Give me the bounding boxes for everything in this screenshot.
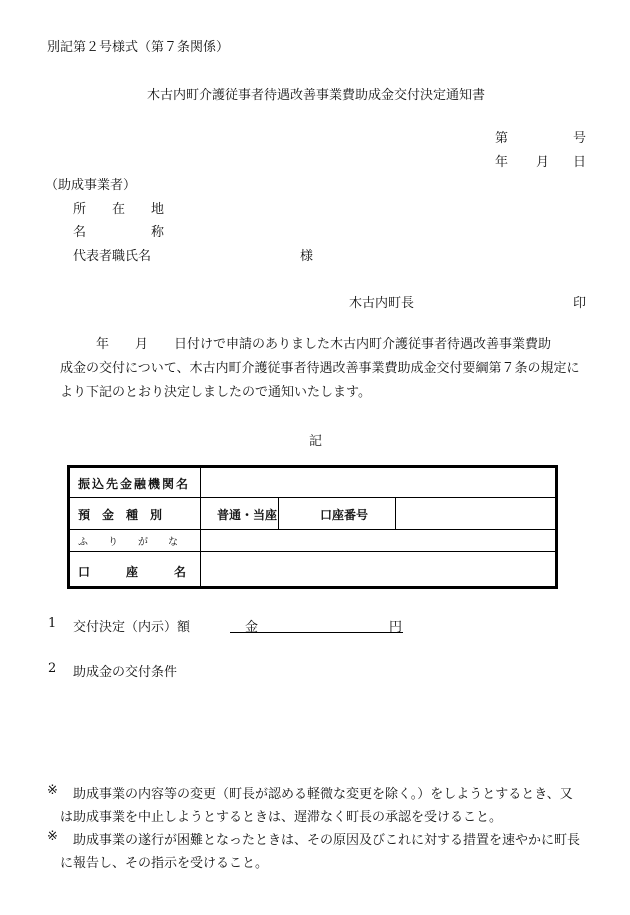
body-line-2: 成金の交付について、木古内町介護従事者待遇改善事業費助成金交付要綱第７条の規定に	[60, 361, 580, 376]
table-divider-type	[278, 498, 279, 529]
issuer-name: 木古内町長	[349, 296, 415, 311]
amount-underline	[230, 632, 403, 633]
ki-heading: 記	[309, 434, 323, 449]
furigana-label: ふ り が な	[78, 537, 178, 548]
body-line-1: 年 月 日付けで申請のありました木古内町介護従事者待遇改善事業費助	[70, 337, 552, 352]
body-line-3: より下記のとおり決定しましたので通知いたします。	[60, 385, 371, 400]
recipient-heading: （助成事業者）	[45, 178, 137, 193]
seal-mark: 印	[573, 296, 587, 311]
note-1-line-1: 助成事業の内容等の変更（町長が認める軽微な変更を除く。）をしようとするとき、又	[73, 787, 573, 802]
item-2-label: 助成金の交付条件	[73, 665, 178, 680]
name-label: 名 称	[73, 225, 165, 240]
note-2-line-1: 助成事業の遂行が困難となったときは、その原因及びこれに対する措置を速やかに町長	[73, 833, 581, 848]
note-1-mark: ※	[47, 783, 58, 798]
item-2-number: 2	[48, 661, 57, 676]
item-1-currency: 金	[245, 620, 259, 635]
honorific: 様	[300, 249, 314, 264]
date-month: 月	[536, 155, 550, 170]
deposit-type-value: 普通・当座	[217, 508, 278, 522]
item-1-unit: 円	[389, 620, 403, 635]
bank-name-label: 振込先金融機関名	[78, 477, 191, 491]
note-1-line-2: は助成事業を中止しようとするときは、遅滞なく町長の承認を受けること。	[60, 810, 503, 825]
account-name-label: 口 座 名	[78, 565, 187, 579]
item-1-number: 1	[48, 616, 57, 631]
account-number-label: 口座番号	[320, 508, 369, 522]
note-2-line-2: に報告し、その指示を受けること。	[60, 856, 269, 871]
date-day: 日	[573, 155, 587, 170]
form-number: 別記第２号様式（第７条関係）	[47, 40, 230, 55]
deposit-type-label: 預 金 種 別	[78, 508, 163, 522]
doc-no-suffix: 号	[573, 131, 587, 146]
bank-account-table	[67, 465, 558, 589]
table-divider-account	[395, 498, 396, 529]
document-title: 木古内町介護従事者待遇改善事業費助成金交付決定通知書	[147, 88, 486, 103]
address-label: 所 在 地	[73, 202, 165, 217]
representative-label: 代表者職氏名	[73, 249, 152, 264]
note-2-mark: ※	[47, 829, 58, 844]
date-year: 年	[495, 155, 509, 170]
item-1-label: 交付決定（内示）額	[73, 620, 191, 635]
doc-no-prefix: 第	[495, 131, 509, 146]
